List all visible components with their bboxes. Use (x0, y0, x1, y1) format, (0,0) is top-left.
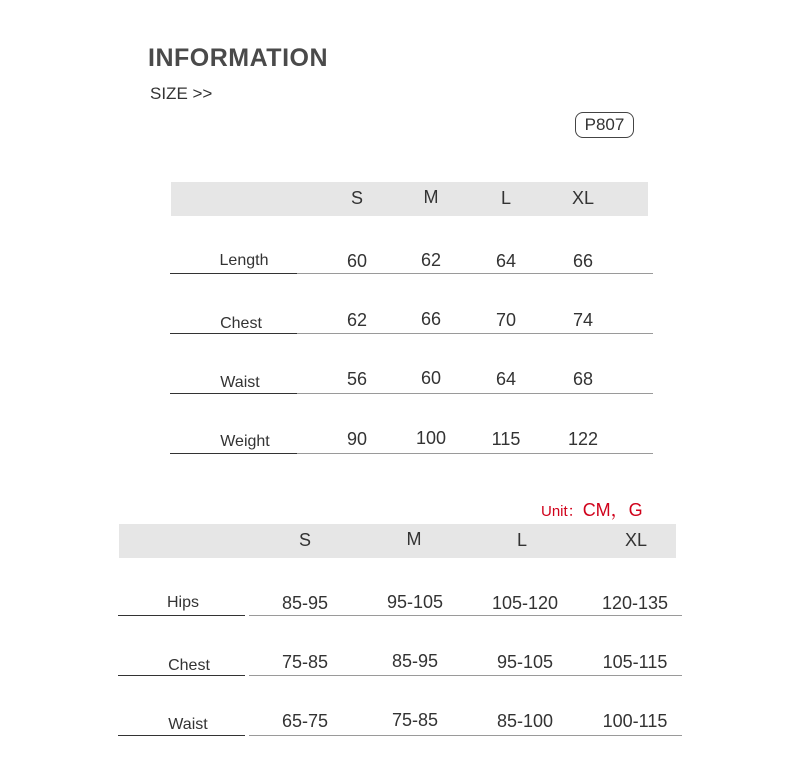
table2-cell: 85-100 (496, 711, 554, 731)
table1-cell: 64 (495, 251, 517, 271)
table1-row-line (170, 273, 297, 274)
table1-cell: 66 (420, 309, 442, 329)
table2-row-label: Chest (168, 657, 210, 674)
table1-row-label: Length (219, 252, 269, 269)
table2-row-line (118, 735, 245, 736)
table1-cell: 62 (420, 250, 442, 270)
table2-col-xl: XL (624, 530, 648, 550)
table2-col-s: S (298, 530, 312, 550)
table2-cell: 120-135 (601, 593, 669, 613)
table1-row-label: Waist (220, 374, 260, 391)
table2-row-label: Hips (166, 594, 200, 611)
table1-row-line (297, 273, 653, 274)
table1-row-label: Chest (220, 315, 262, 332)
table1-col-m: M (423, 187, 439, 207)
unit-note (541, 496, 643, 522)
unit-label: Unit： (541, 503, 583, 520)
table2-row-line (118, 615, 245, 616)
table1-col-l: L (500, 188, 512, 208)
table1-row-label: Weight (220, 433, 270, 450)
table1-cell: 60 (420, 368, 442, 388)
table2-cell: 105-115 (602, 652, 668, 672)
table1-cell: 64 (495, 369, 517, 389)
unit-value: CM，G (582, 500, 643, 520)
table1-row-line (170, 393, 297, 394)
table1-row-line (170, 333, 297, 334)
table1-cell: 60 (346, 251, 368, 271)
table2-cell: 85-95 (281, 593, 329, 613)
table2-col-m: M (406, 529, 422, 549)
table1-cell: 74 (572, 310, 594, 330)
table2-header-bar (119, 524, 676, 558)
info-title: INFORMATION (148, 44, 329, 72)
table1-cell: 122 (567, 429, 599, 449)
table1-cell: 66 (572, 251, 594, 271)
table1-row-line (170, 453, 297, 454)
table1-cell: 56 (346, 369, 368, 389)
table1-cell: 62 (346, 310, 368, 330)
table2-cell: 65-75 (281, 711, 329, 731)
table2-row-line (249, 615, 682, 616)
table2-row-line (249, 735, 682, 736)
table1-cell: 90 (346, 429, 368, 449)
table2-col-l: L (516, 530, 528, 550)
table1-cell: 100 (415, 428, 447, 448)
table2-row-label: Waist (168, 716, 208, 733)
table2-cell: 75-85 (391, 710, 439, 730)
table2-cell: 75-85 (281, 652, 329, 672)
table1-cell: 115 (491, 429, 521, 449)
table1-cell: 68 (572, 369, 594, 389)
table1-cell: 70 (495, 310, 517, 330)
table2-row-line (249, 675, 682, 676)
product-code-badge: P807 (575, 112, 634, 138)
size-subtitle: SIZE >> (150, 84, 213, 103)
table1-col-xl: XL (571, 188, 595, 208)
table2-cell: 95-105 (496, 652, 554, 672)
table1-row-line (297, 393, 653, 394)
table2-cell: 100-115 (602, 711, 668, 731)
table2-cell: 85-95 (391, 651, 439, 671)
table1-row-line (297, 453, 653, 454)
table1-row-line (297, 333, 653, 334)
table2-cell: 95-105 (386, 592, 444, 612)
table1-col-s: S (350, 188, 364, 208)
table2-row-line (118, 675, 245, 676)
table2-cell: 105-120 (491, 593, 559, 613)
